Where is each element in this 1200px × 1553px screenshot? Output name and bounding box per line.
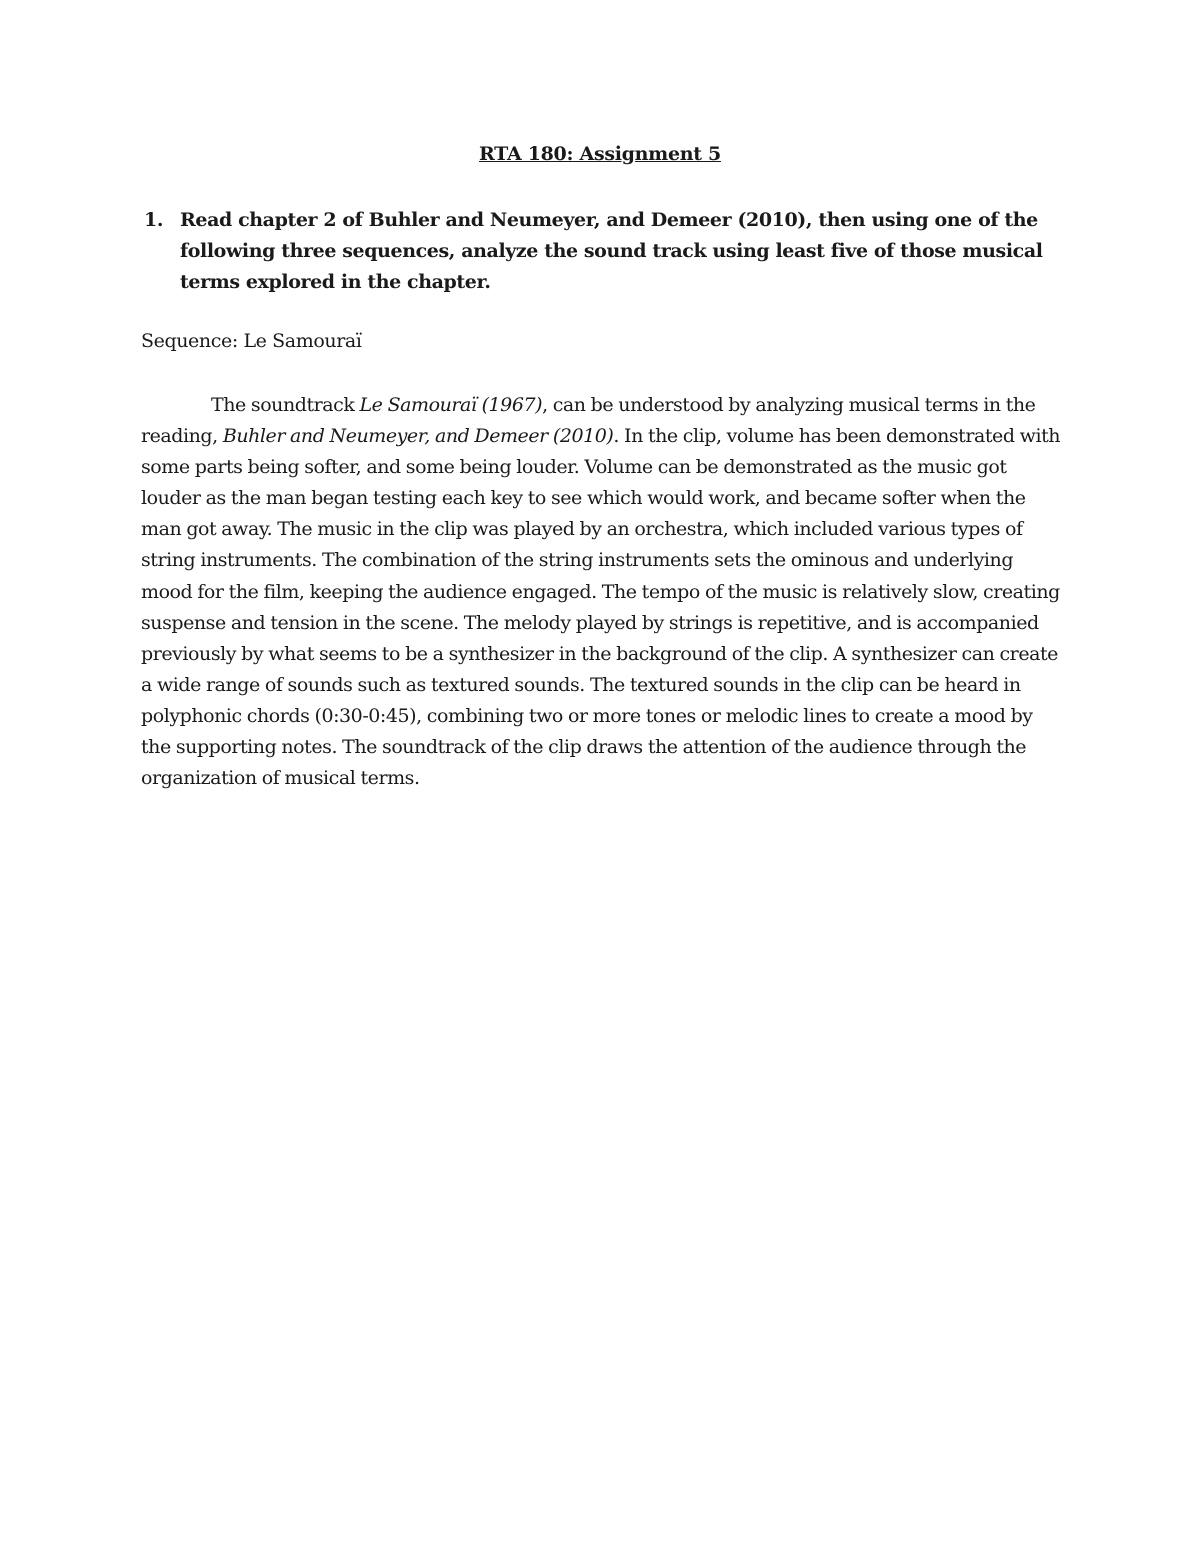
document-title: RTA 180: Assignment 5 bbox=[479, 143, 721, 165]
body-paragraph bbox=[141, 390, 1066, 794]
body-text-3: . In the clip, volume has been demonstrated with some parts being softer, and some being louder. Volume can be demonstrated as the music got louder as the man began testing each key to see which would work, and became softer when the man got away. The music in the clip was played by an orchestra, which included various types of string instruments. The combination of the string instruments sets the ominous and underlying mood for the film, keeping the audience engaged. The tempo of the music is relatively slow, creating suspense and tension in the scene. The melody played by strings is repetitive, and is accompanied previously by what seems to be a synthesizer in the background of the clip. A synthesizer can create a wide range of sounds such as textured sounds. The textured sounds in the clip can be heard in polyphonic chords (0:30-0:45), combining two or more tones or melodic lines to create a mood by the supporting notes. The soundtrack of the clip draws the attention of the audience through the organization of musical terms. bbox=[141, 425, 1061, 790]
sequence-line: Sequence: Le Samouraï bbox=[141, 330, 362, 352]
body-text-2: , can be understood by analyzing musical terms in the reading, bbox=[141, 394, 1036, 448]
question-text: Read chapter 2 of Buhler and Neumeyer, and Demeer (2010), then using one of the following three sequences, analyze the sound track using least five of those musical terms explored in the chapter. bbox=[180, 209, 1043, 294]
body-italic-citation: Buhler and Neumeyer, and Demeer (2010) bbox=[222, 425, 614, 448]
body-text-1: The soundtrack bbox=[211, 394, 360, 416]
question-number: 1. bbox=[144, 209, 164, 231]
body-italic-film-title: Le Samouraï (1967) bbox=[359, 394, 543, 416]
question-item bbox=[144, 205, 1074, 299]
